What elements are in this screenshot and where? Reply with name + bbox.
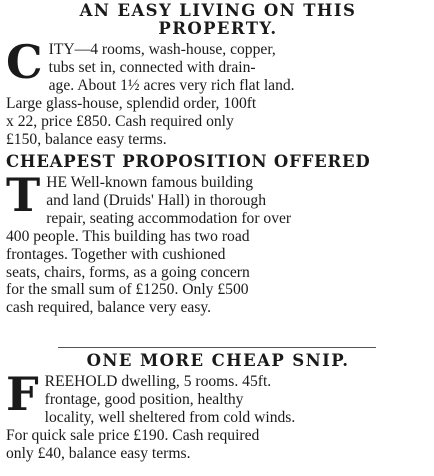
body-line: seats, chairs, forms, as a going concern [6, 263, 250, 281]
body-line: locality, well sheltered from cold winds. [44, 408, 296, 426]
advertisement-easy-living [6, 2, 430, 148]
body-line: and land (Druids' Hall) in thorough [46, 191, 267, 209]
headline: ONE MORE CHEAP SNIP. [86, 351, 350, 370]
body-line: frontage, good position, healthy [44, 390, 244, 408]
divider-rule [58, 347, 376, 348]
body-line: cash required, balance very easy. [6, 299, 212, 317]
body-line: x 22, price £850. Cash required only [6, 112, 234, 130]
body-line: £150, balance easy terms. [6, 130, 167, 148]
ad-body [6, 35, 430, 148]
headline-line-2: PROPERTY. [158, 19, 278, 38]
drop-cap: F [6, 367, 39, 421]
body-line: Large glass-house, splendid order, 100ft [6, 94, 257, 112]
body-line: ITY—4 rooms, wash-house, copper, [48, 41, 276, 58]
drop-cap: C [6, 35, 43, 89]
body-line: frontages. Together with cushioned [6, 245, 226, 263]
body-line: HE Well-known famous building [46, 174, 254, 191]
body-line: age. About 1½ acres very rich flat land. [48, 76, 295, 94]
body-line: 400 people. This building has two road [6, 227, 250, 245]
ad-body [6, 168, 430, 317]
body-line: for the small sum of £1250. Only £500 [6, 281, 249, 299]
headline-line-1: AN EASY LIVING ON THIS [79, 1, 357, 20]
body-line: tubs set in, connected with drain- [48, 58, 256, 76]
body-line: REEHOLD dwelling, 5 rooms. 45ft. [44, 373, 272, 390]
headline: CHEAPEST PROPOSITION OFFERED [6, 152, 371, 171]
advertisement-cheapest-proposition [6, 153, 430, 317]
drop-cap: T [6, 168, 41, 222]
body-line: only £40, balance easy terms. [6, 444, 191, 462]
headline [6, 2, 430, 38]
body-line: For quick sale price £190. Cash required [6, 426, 260, 444]
body-line: repair, seating accommodation for over [46, 209, 292, 227]
ad-body [6, 367, 430, 463]
advertisement-cheap-snip [6, 352, 430, 463]
